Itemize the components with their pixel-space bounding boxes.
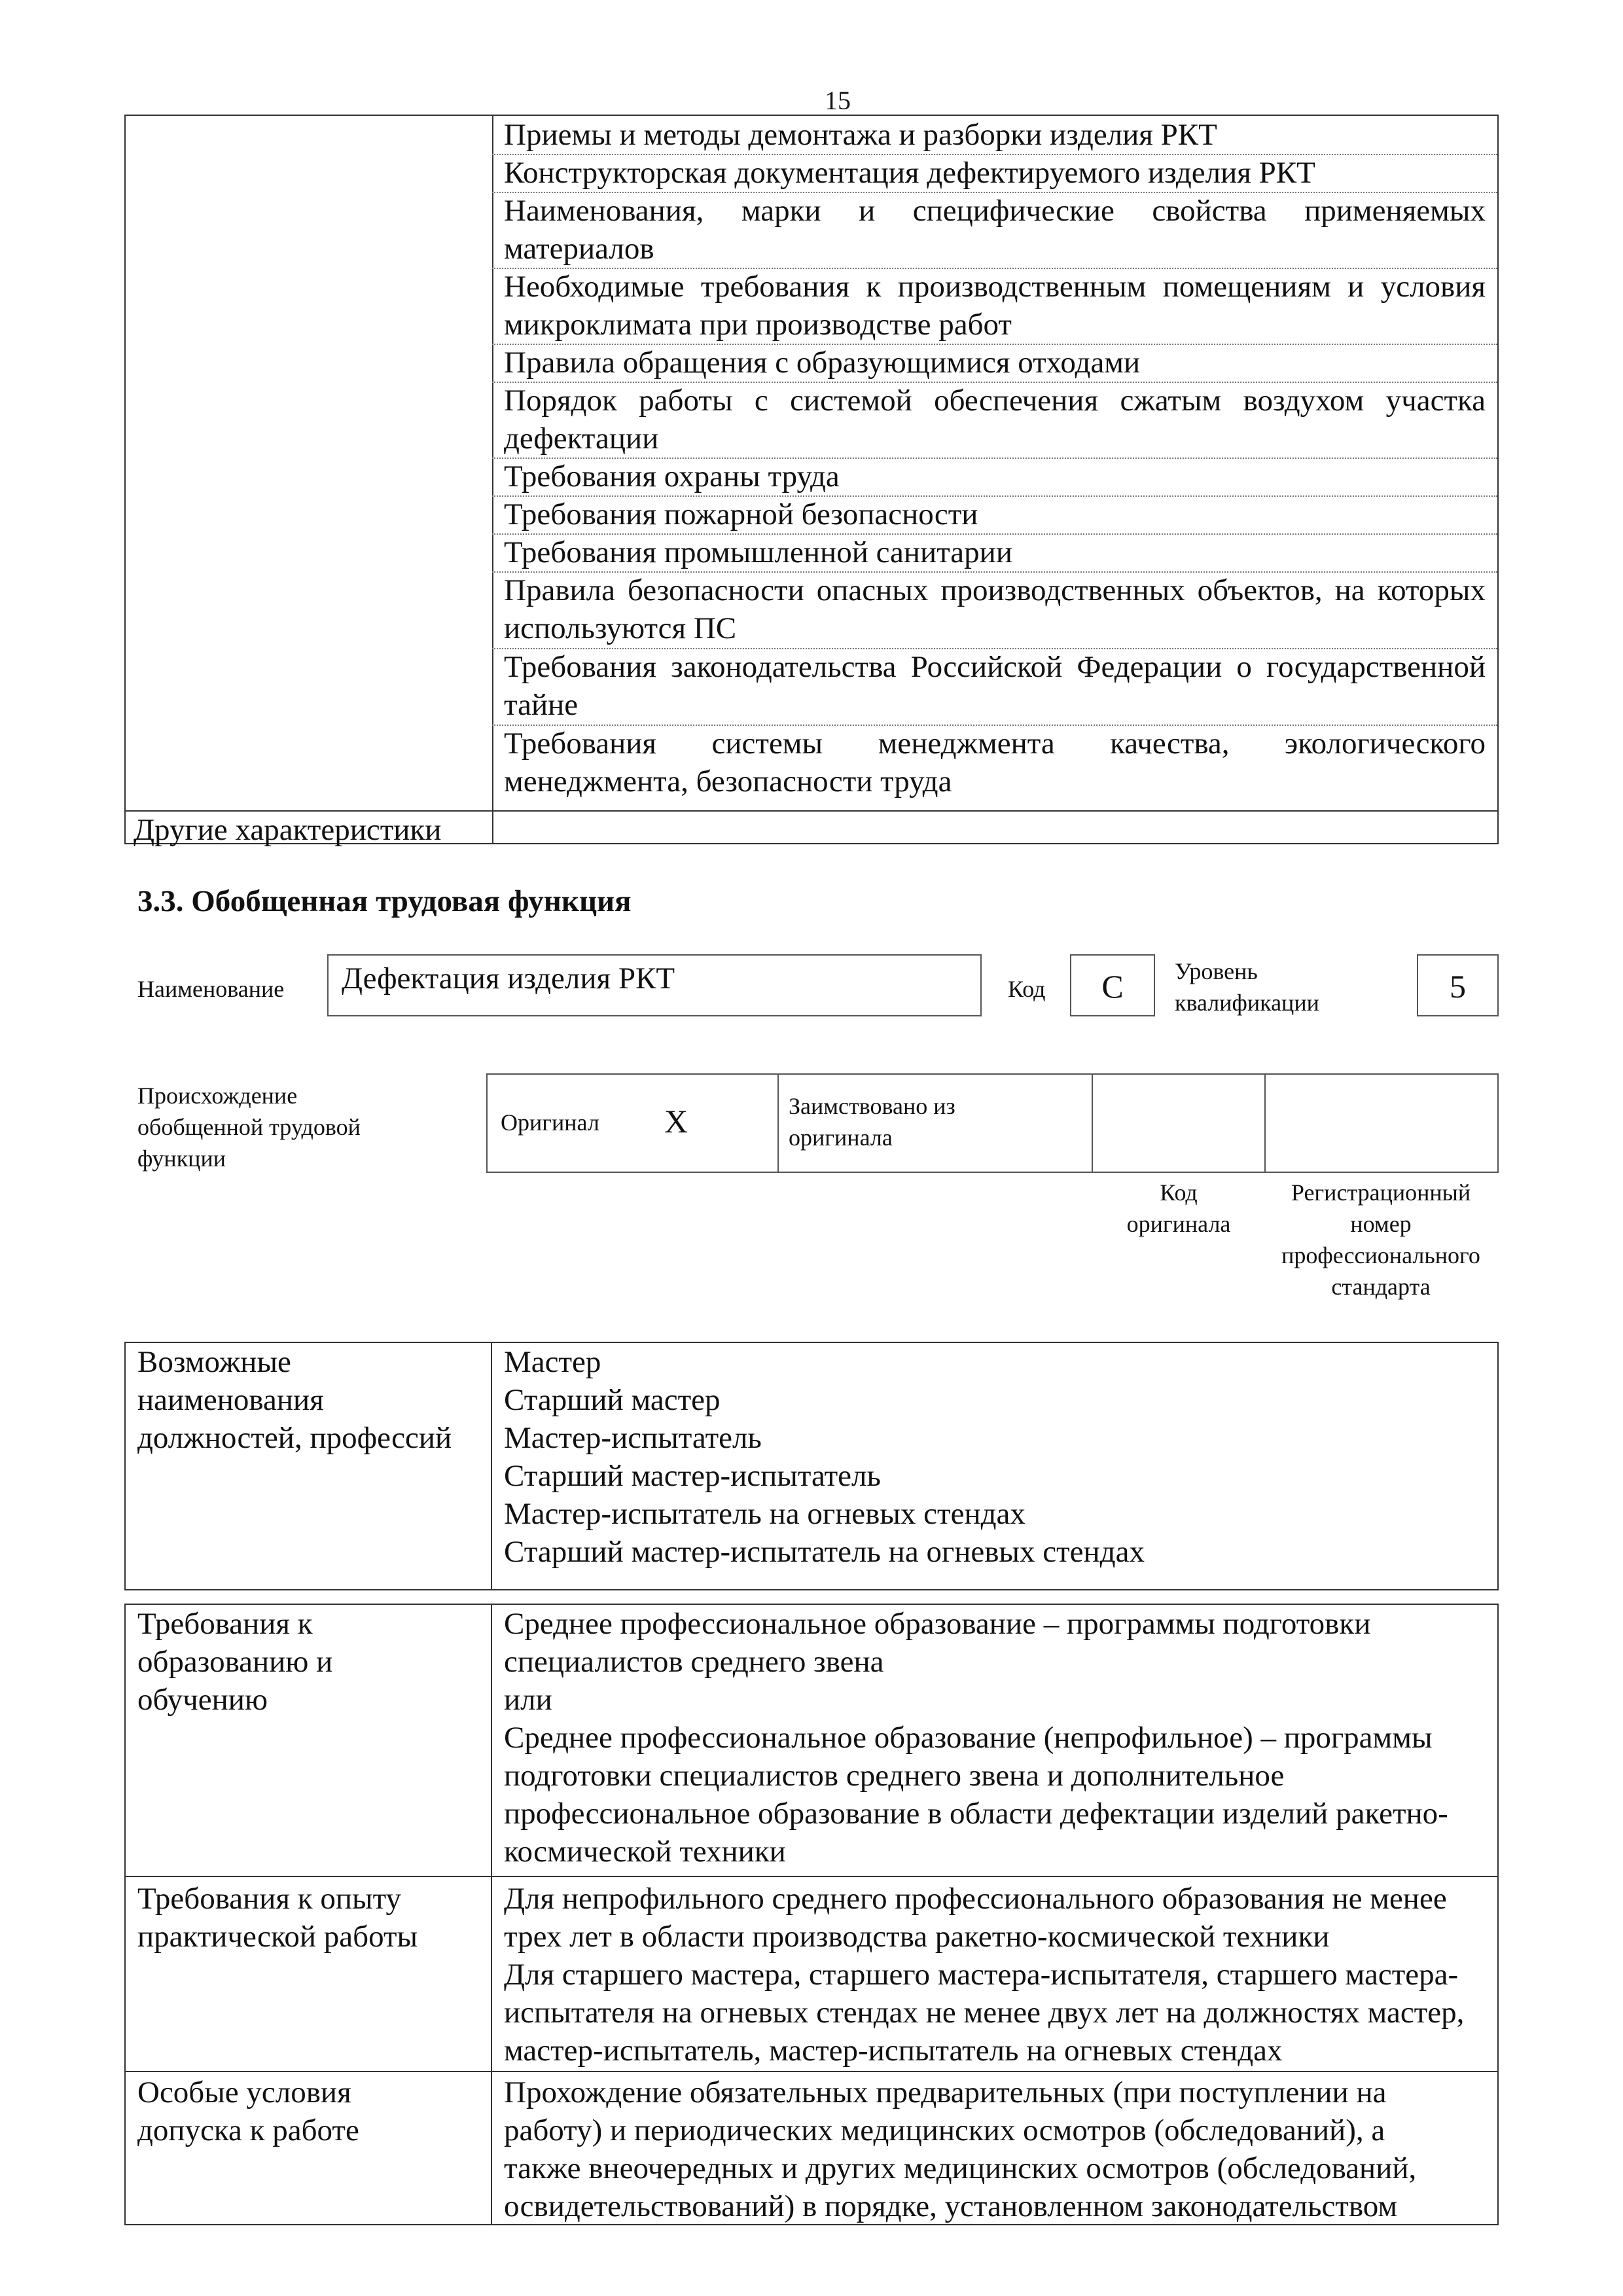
level-field: 5	[1417, 954, 1499, 1016]
text-line: Среднее профессиональное образование – программы подготовки	[504, 1607, 1371, 1641]
original-label: Оригинал	[501, 1109, 599, 1136]
table-row: Правила обращения с образующимися отходами	[492, 344, 1497, 383]
label-line: практической работы	[137, 1920, 418, 1954]
table-row: Требования охраны труда	[492, 457, 1497, 497]
text-line: также внеочередных и других медицинских осмотров (обследований,	[504, 2151, 1417, 2185]
table-row: Требования законодательства Российской Федерации о государственной тайне	[492, 648, 1497, 726]
table-row: Необходимые требования к производственным помещениям и условия микроклимата при производстве работ	[492, 268, 1497, 345]
label-line: Особые условия	[137, 2075, 351, 2109]
text-line: профессиональное образование в области дефектации изделий ракетно-	[504, 1797, 1448, 1831]
experience-label	[126, 1880, 514, 1956]
requirements-table	[124, 1604, 1499, 2225]
origin-divider	[1092, 1075, 1093, 1172]
borrowed-label-line: оригинала	[789, 1124, 893, 1151]
list-item: Мастер-испытатель на огневых стендах	[504, 1497, 1026, 1531]
level-label-line: квалификации	[1175, 990, 1319, 1016]
caption-line: Регистрационный	[1291, 1179, 1471, 1206]
table-row: Требования пожарной безопасности	[492, 495, 1497, 535]
label-line: образованию и	[137, 1645, 333, 1679]
table-row: Приемы и методы демонтажа и разборки изделия РКТ	[492, 116, 1497, 155]
borrowed-label-line: Заимствовано из	[789, 1093, 955, 1119]
special-conditions-label	[126, 2073, 514, 2149]
name-label: Наименование	[137, 976, 285, 1002]
text-line: работу) и периодических медицинских осмотров (обследований), а	[504, 2113, 1385, 2147]
row-divider	[126, 1876, 1497, 1877]
positions-list	[492, 1343, 1497, 1571]
education-text	[492, 1605, 1497, 1871]
list-item: Старший мастер-испытатель	[504, 1459, 881, 1493]
positions-table	[124, 1342, 1499, 1590]
text-line: или	[504, 1683, 552, 1717]
table-row: Требования системы менеджмента качества, экологического менеджмента, безопасности труда	[504, 726, 1486, 798]
positions-label	[126, 1343, 514, 1457]
experience-text	[492, 1880, 1497, 2070]
origin-label-line: обобщенной трудовой	[137, 1114, 361, 1140]
list-item: Старший мастер	[504, 1383, 721, 1417]
origin-label-line: Происхождение	[137, 1083, 298, 1109]
origin-label-line: функции	[137, 1145, 226, 1172]
label-line: Требования к опыту	[137, 1882, 402, 1916]
section-title: 3.3. Обобщенная трудовая функция	[137, 884, 632, 918]
label-line: обучению	[137, 1683, 268, 1717]
table-row: Конструкторская документация дефектируемого изделия РКТ	[492, 154, 1497, 193]
text-line: Для старшего мастера, старшего мастера-испытателя, старшего мастера-	[504, 1958, 1459, 1992]
list-item: Мастер-испытатель	[504, 1421, 762, 1455]
label-line: наименования	[137, 1383, 324, 1417]
text-line: космической техники	[504, 1835, 786, 1869]
text-line: Среднее профессиональное образование (непрофильное) – программы	[504, 1721, 1433, 1755]
other-characteristics-value	[492, 810, 1497, 847]
caption-line: профессионального	[1281, 1242, 1480, 1268]
page-number: 15	[825, 86, 851, 115]
special-conditions-text	[492, 2073, 1497, 2225]
label-line: должностей, профессий	[137, 1421, 452, 1455]
original-mark: X	[664, 1103, 688, 1139]
code-label: Код	[1008, 976, 1046, 1002]
label-line: Возможные	[137, 1345, 291, 1379]
education-label	[126, 1605, 514, 1719]
text-line: подготовки специалистов среднего звена и дополнительное	[504, 1759, 1285, 1793]
borrowed-label	[789, 1090, 955, 1153]
origin-divider	[1264, 1075, 1266, 1172]
text-line: освидетельствований) в порядке, установленном законодательством	[504, 2189, 1398, 2223]
caption-line: номер	[1350, 1211, 1412, 1237]
text-line: Для непрофильного среднего профессионального образования не менее	[504, 1882, 1447, 1916]
origin-table	[486, 1073, 1499, 1173]
knowledge-table	[124, 115, 1499, 847]
code-original-caption	[1090, 1177, 1267, 1240]
table-row: Правила безопасности опасных производственных объектов, на которых используются ПС	[492, 571, 1497, 649]
caption-line: оригинала	[1126, 1211, 1231, 1237]
list-item: Старший мастер-испытатель на огневых стендах	[504, 1535, 1145, 1569]
caption-line: Код	[1160, 1179, 1198, 1206]
text-line: Прохождение обязательных предварительных (при поступлении на	[504, 2075, 1387, 2109]
origin-divider	[777, 1075, 779, 1172]
text-line: мастер-испытатель, мастер-испытатель на огневых стендах	[504, 2034, 1283, 2068]
table-row: Порядок работы с системой обеспечения сжатым воздухом участка дефектации	[492, 382, 1497, 459]
text-line: испытателя на огневых стендах не менее двух лет на должностях мастер,	[504, 1996, 1465, 2030]
caption-line: стандарта	[1331, 1274, 1431, 1300]
row-divider	[126, 2071, 1497, 2072]
label-line: допуска к работе	[137, 2113, 359, 2147]
other-characteristics-label: Другие характеристики	[126, 810, 508, 847]
function-name-field: Дефектация изделия РКТ	[327, 954, 982, 1016]
list-item: Мастер	[504, 1345, 601, 1379]
table-row: Наименования, марки и специфические свойства применяемых материалов	[492, 192, 1497, 269]
text-line: специалистов среднего звена	[504, 1645, 884, 1679]
label-line: Требования к	[137, 1607, 313, 1641]
origin-label	[137, 1080, 361, 1174]
text-line: трех лет в области производства ракетно-космической техники	[504, 1920, 1330, 1954]
code-field: C	[1070, 954, 1155, 1016]
table-row: Требования промышленной санитарии	[492, 533, 1497, 573]
registration-number-caption	[1263, 1177, 1499, 1302]
level-label	[1175, 956, 1319, 1018]
level-label-line: Уровень	[1175, 958, 1258, 984]
